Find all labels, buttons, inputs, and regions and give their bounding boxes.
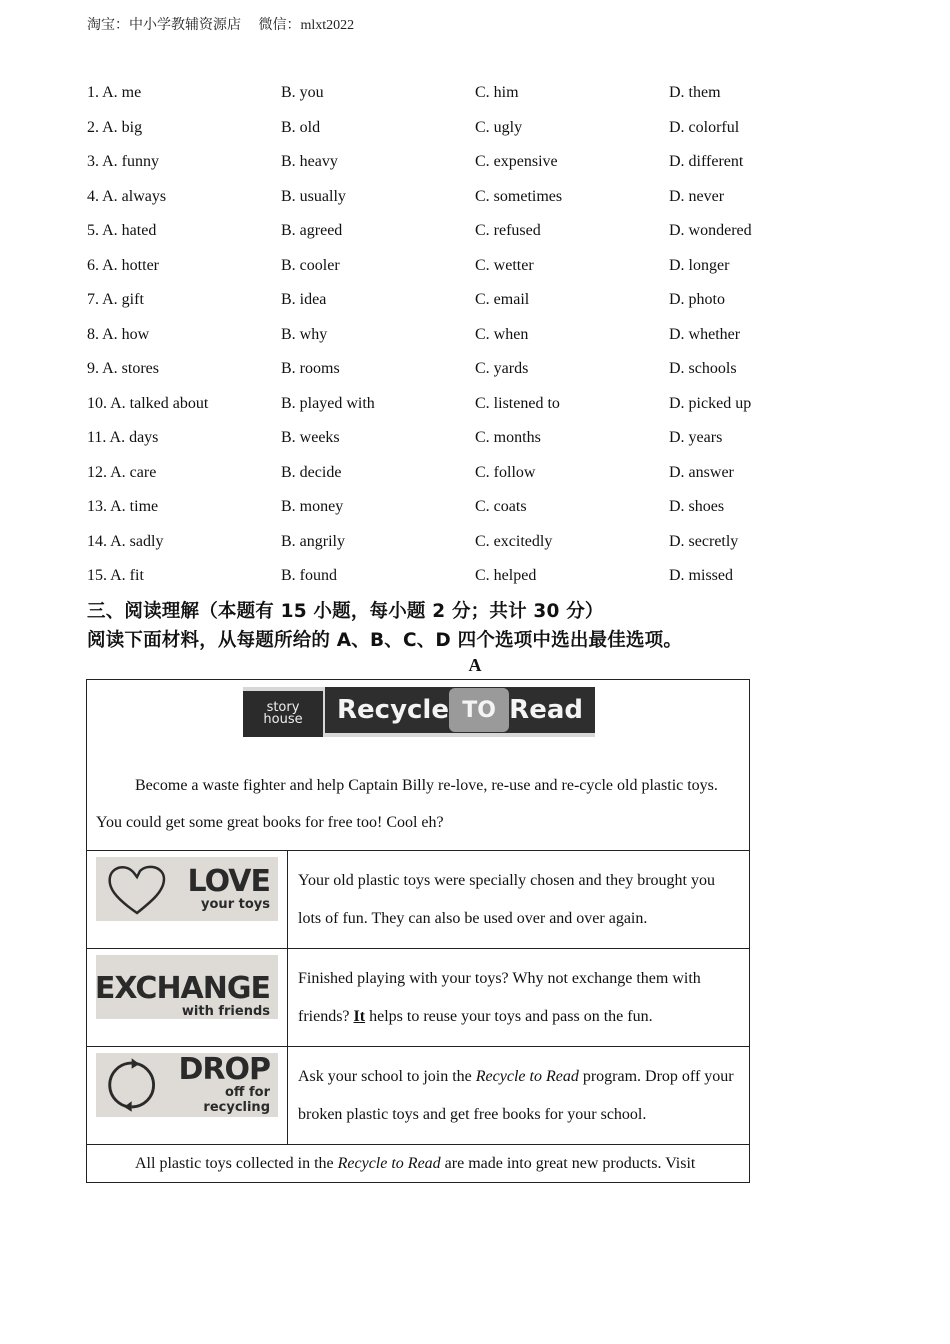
section-instruction: 阅读下面材料，从每题所给的 A、B、C、D 四个选项中选出最佳选项。 [87, 630, 683, 651]
recycle-arrows-icon [104, 1056, 159, 1114]
option-row [87, 111, 887, 146]
option-b: B. played with [281, 394, 375, 412]
option-c: C. yards [475, 360, 529, 378]
exchange-image [96, 955, 278, 1019]
option-row [87, 283, 887, 318]
option-a: 14. A. sadly [87, 532, 164, 550]
option-c: C. helped [475, 567, 537, 585]
option-b: B. weeks [281, 429, 340, 447]
header-note [87, 14, 354, 34]
option-b: B. cooler [281, 256, 340, 274]
option-c: C. expensive [475, 153, 558, 171]
option-row [87, 145, 887, 180]
drop-program-name: Recycle to Read [475, 1068, 579, 1085]
option-row [87, 76, 887, 111]
option-b: B. angrily [281, 532, 345, 550]
option-d: D. missed [669, 567, 733, 585]
option-row [87, 214, 887, 249]
option-row [87, 180, 887, 215]
option-b: B. idea [281, 291, 327, 309]
option-c: C. wetter [475, 256, 534, 274]
option-b: B. you [281, 84, 324, 102]
option-d: D. schools [669, 360, 737, 378]
option-b: B. why [281, 325, 328, 343]
option-d: D. whether [669, 325, 741, 343]
option-c: C. follow [475, 463, 536, 481]
option-row [87, 525, 887, 560]
option-row [87, 421, 887, 456]
intro-cell [87, 680, 749, 851]
option-d: D. never [669, 187, 725, 205]
shop-label: 淘宝：中小学教辅资源店 [87, 18, 241, 33]
option-a: 10. A. talked about [87, 394, 209, 412]
drop-text-after: program. Drop off your broken plastic toys and get free books for your school. [298, 1068, 734, 1123]
feature-image-cell [87, 949, 288, 1046]
footer-program-name: Recycle to Read [337, 1155, 441, 1172]
exchange-text-after: helps to reuse your toys and pass on the fun. [365, 1007, 653, 1025]
option-d: D. different [669, 153, 744, 171]
option-d: D. picked up [669, 394, 752, 412]
option-d: D. colorful [669, 118, 740, 136]
logo-house: house [263, 712, 303, 727]
option-a: 12. A. care [87, 463, 157, 481]
option-a: 7. A. gift [87, 291, 144, 309]
option-b: B. decide [281, 463, 342, 481]
drop-description [288, 1047, 749, 1144]
option-list [87, 76, 887, 594]
love-small-text: your toys [201, 896, 270, 912]
option-b: B. money [281, 498, 344, 516]
option-d: D. photo [669, 291, 725, 309]
option-a: 4. A. always [87, 187, 167, 205]
feature-row-love [87, 851, 749, 949]
option-b: B. rooms [281, 360, 340, 378]
option-a: 6. A. hotter [87, 256, 159, 274]
banner-word-read: Read [509, 695, 583, 725]
underlined-it: It [353, 1007, 366, 1025]
option-row [87, 352, 887, 387]
footer-text-before: All plastic toys collected in the [135, 1155, 338, 1172]
option-row [87, 318, 887, 353]
option-a: 11. A. days [87, 429, 159, 447]
option-c: C. sometimes [475, 187, 563, 205]
feature-row-drop [87, 1047, 749, 1145]
option-c: C. listened to [475, 394, 560, 412]
option-a: 2. A. big [87, 118, 143, 136]
option-a: 15. A. fit [87, 567, 144, 585]
option-c: C. ugly [475, 118, 523, 136]
feature-image-cell [87, 851, 288, 948]
drop-small-text: off for recycling [203, 1085, 270, 1115]
banner-title [325, 687, 595, 733]
option-a: 13. A. time [87, 498, 159, 516]
footer-text-after: are made into great new products. Visit [440, 1155, 696, 1172]
option-row [87, 456, 887, 491]
heart-icon [104, 861, 170, 917]
passage-label: A [468, 655, 482, 675]
logo-story: story [266, 700, 300, 715]
option-c: C. coats [475, 498, 527, 516]
drop-word [159, 1052, 270, 1115]
banner-word-to [449, 688, 509, 732]
love-image [96, 857, 278, 921]
option-c: C. when [475, 325, 529, 343]
option-b: B. heavy [281, 153, 338, 171]
option-row [87, 559, 887, 594]
option-a: 9. A. stores [87, 360, 159, 378]
drop-text-before: Ask your school to join the [298, 1068, 476, 1085]
option-row [87, 387, 887, 422]
passage-table [86, 679, 750, 1183]
option-a: 5. A. hated [87, 222, 157, 240]
exchange-text-before: Finished playing with your toys? Why not exchange them with friends? [298, 970, 701, 1025]
option-d: D. longer [669, 256, 730, 274]
option-c: C. refused [475, 222, 541, 240]
option-d: D. years [669, 429, 723, 447]
drop-big-text: DROP [178, 1052, 270, 1087]
option-c: C. excitedly [475, 532, 553, 550]
option-d: D. wondered [669, 222, 752, 240]
wechat-label: 微信：mlxt2022 [258, 18, 355, 33]
intro-paragraph: Become a waste fighter and help Captain Billy re-love, re-use and re-cycle old plastic toys. You could get some great books for free too! Cool eh? [96, 777, 718, 831]
story-house-logo [243, 691, 323, 737]
recycle-to-read-banner [243, 687, 595, 737]
footer-cell [87, 1145, 749, 1182]
love-word [187, 863, 270, 912]
option-c: C. email [475, 291, 530, 309]
option-a: 3. A. funny [87, 153, 159, 171]
option-b: B. old [281, 118, 321, 136]
exchange-big-text: EXCHANGE [94, 971, 270, 1006]
love-description: Your old plastic toys were specially chosen and they brought you lots of fun. They can also be used over and over again. [298, 872, 715, 927]
section-title: 三、阅读理解（本题有 15 小题，每小题 2 分；共计 30 分） [87, 601, 604, 622]
option-b: B. usually [281, 187, 346, 205]
option-a: 8. A. how [87, 325, 150, 343]
option-d: D. them [669, 84, 721, 102]
option-d: D. secretly [669, 532, 739, 550]
option-b: B. agreed [281, 222, 343, 240]
feature-row-exchange [87, 949, 749, 1047]
banner-word-recycle: Recycle [337, 695, 449, 725]
option-d: D. shoes [669, 498, 725, 516]
love-big-text: LOVE [187, 863, 270, 899]
option-d: D. answer [669, 463, 734, 481]
exchange-small-text: with friends [181, 1004, 270, 1019]
banner-to-text: TO [462, 697, 496, 723]
option-row [87, 490, 887, 525]
exchange-description [288, 949, 749, 1046]
option-a: 1. A. me [87, 84, 142, 102]
option-c: C. him [475, 84, 519, 102]
option-c: C. months [475, 429, 541, 447]
drop-image [96, 1053, 278, 1117]
feature-image-cell [87, 1047, 288, 1144]
option-row [87, 249, 887, 284]
option-b: B. found [281, 567, 337, 585]
